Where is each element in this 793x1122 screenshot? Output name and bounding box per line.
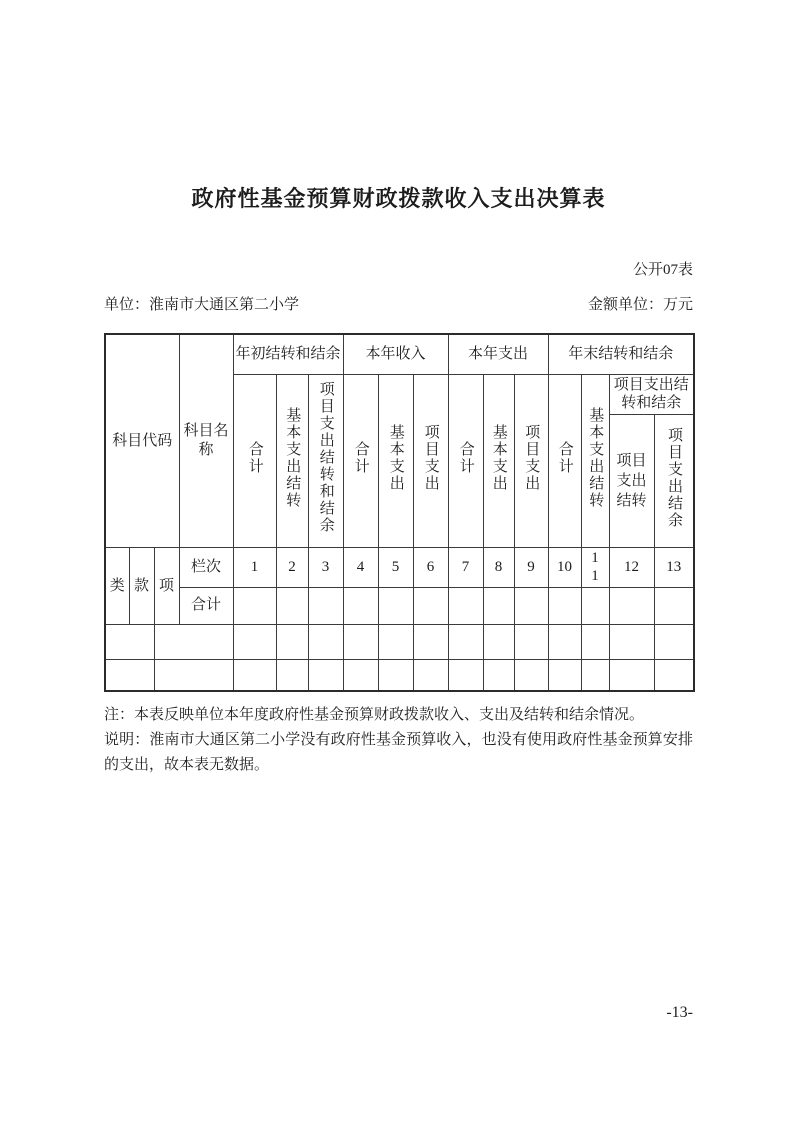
header-subject-name: 科目名称 [179, 334, 233, 548]
header-expense-project-label: 项目支出 [523, 423, 540, 492]
empty-code-cell [105, 659, 154, 691]
empty-cell [581, 659, 609, 691]
total-cell-5 [378, 587, 413, 624]
empty-code-cell [105, 624, 154, 659]
empty-cell [654, 624, 694, 659]
empty-cell [548, 624, 581, 659]
empty-cell [233, 624, 276, 659]
note-1: 注：本表反映单位本年度政府性基金预算财政拨款收入、支出及结转和结余情况。 [104, 707, 645, 724]
code-subcol-section: 款 [129, 548, 154, 625]
total-cell-13 [654, 587, 694, 624]
header-expense-basic-label: 基本支出 [490, 423, 507, 492]
col-index-11 [581, 548, 609, 588]
code-subcol-item: 项 [154, 548, 179, 625]
empty-cell [483, 624, 514, 659]
header-begin-project-carryover-label: 项目支出结转和结余 [317, 381, 334, 535]
empty-row-2 [105, 659, 694, 691]
header-begin-project-carryover [308, 374, 343, 548]
empty-cell [276, 624, 308, 659]
header-row-groups [105, 334, 694, 374]
header-group-year-income: 本年收入 [343, 334, 448, 374]
total-cell-12 [609, 587, 654, 624]
empty-cell [308, 624, 343, 659]
total-cell-2 [276, 587, 308, 624]
header-end-total-label: 合计 [556, 440, 573, 475]
header-begin-basic-carryover-label: 基本支出结转 [284, 406, 301, 509]
amount-unit-label: 金额单位：万元 [587, 297, 693, 313]
budget-table [104, 333, 695, 692]
header-group-end-balance: 年末结转和结余 [548, 334, 694, 374]
empty-cell [343, 659, 378, 691]
col-index-9: 9 [514, 548, 548, 588]
page-number: -13- [666, 1004, 693, 1022]
header-begin-total [233, 374, 276, 548]
header-end-project-balance [654, 415, 694, 548]
header-group-begin-balance: 年初结转和结余 [233, 334, 343, 374]
col-index-3: 3 [308, 548, 343, 588]
index-row-label: 栏次 [179, 548, 233, 588]
header-expense-basic [483, 374, 514, 548]
header-income-project-label: 项目支出 [422, 423, 439, 492]
empty-cell [343, 624, 378, 659]
empty-cell [448, 659, 483, 691]
form-number-label: 公开07表 [632, 262, 693, 278]
header-subject-code: 科目代码 [105, 334, 179, 548]
col-index-5: 5 [378, 548, 413, 588]
column-index-row [105, 548, 694, 588]
total-cell-4 [343, 587, 378, 624]
unit-label: 单位：淮南市大通区第二小学 [104, 297, 300, 313]
code-subcol-class: 类 [105, 548, 129, 625]
col-index-11-label: 11 [591, 550, 599, 584]
header-end-project-subgroup: 项目支出结转和结余 [609, 374, 694, 415]
total-cell-11 [581, 587, 609, 624]
header-income-total [343, 374, 378, 548]
total-cell-1 [233, 587, 276, 624]
total-cell-6 [413, 587, 448, 624]
total-row [105, 587, 694, 624]
col-index-10: 10 [548, 548, 581, 588]
document-content [104, 0, 693, 1022]
empty-cell [378, 659, 413, 691]
empty-cell [514, 624, 548, 659]
unit-row [104, 297, 693, 313]
col-index-8: 8 [483, 548, 514, 588]
empty-cell [413, 659, 448, 691]
empty-cell [276, 659, 308, 691]
empty-cell [448, 624, 483, 659]
header-begin-total-label: 合计 [246, 440, 263, 475]
empty-cell [413, 624, 448, 659]
header-end-basic-carryover [581, 374, 609, 548]
header-expense-project [514, 374, 548, 548]
header-income-basic-label: 基本支出 [387, 423, 404, 492]
col-index-4: 4 [343, 548, 378, 588]
page-title: 政府性基金预算财政拨款收入支出决算表 [191, 186, 606, 211]
empty-cell [548, 659, 581, 691]
header-end-project-balance-label: 项目支出结余 [666, 427, 683, 530]
empty-cell [514, 659, 548, 691]
header-income-basic [378, 374, 413, 548]
col-index-1: 1 [233, 548, 276, 588]
header-begin-basic-carryover [276, 374, 308, 548]
empty-cell [581, 624, 609, 659]
empty-cell [609, 659, 654, 691]
empty-cell [308, 659, 343, 691]
header-income-project [413, 374, 448, 548]
notes-block [104, 703, 693, 778]
empty-cell [378, 624, 413, 659]
total-cell-7 [448, 587, 483, 624]
empty-name-cell [154, 624, 233, 659]
col-index-13: 13 [654, 548, 694, 588]
col-index-2: 2 [276, 548, 308, 588]
col-index-12: 12 [609, 548, 654, 588]
empty-cell [483, 659, 514, 691]
header-income-total-label: 合计 [352, 440, 369, 475]
header-end-basic-carryover-label: 基本支出结转 [587, 406, 604, 509]
note-2: 说明：淮南市大通区第二小学没有政府性基金预算收入，也没有使用政府性基金预算安排的支出，故本表无数据。 [104, 732, 693, 774]
total-cell-10 [548, 587, 581, 624]
empty-row-1 [105, 624, 694, 659]
col-index-6: 6 [413, 548, 448, 588]
header-end-total [548, 374, 581, 548]
header-group-year-expense: 本年支出 [448, 334, 548, 374]
total-cell-9 [514, 587, 548, 624]
empty-cell [609, 624, 654, 659]
header-expense-total-label: 合计 [457, 440, 474, 475]
total-cell-8 [483, 587, 514, 624]
empty-name-cell [154, 659, 233, 691]
header-end-project-carryover [609, 415, 654, 548]
total-row-label: 合计 [179, 587, 233, 624]
empty-cell [654, 659, 694, 691]
header-expense-total [448, 374, 483, 548]
col-index-7: 7 [448, 548, 483, 588]
total-cell-3 [308, 587, 343, 624]
empty-cell [233, 659, 276, 691]
header-end-project-carryover-label: 项目支出结转 [616, 452, 647, 510]
